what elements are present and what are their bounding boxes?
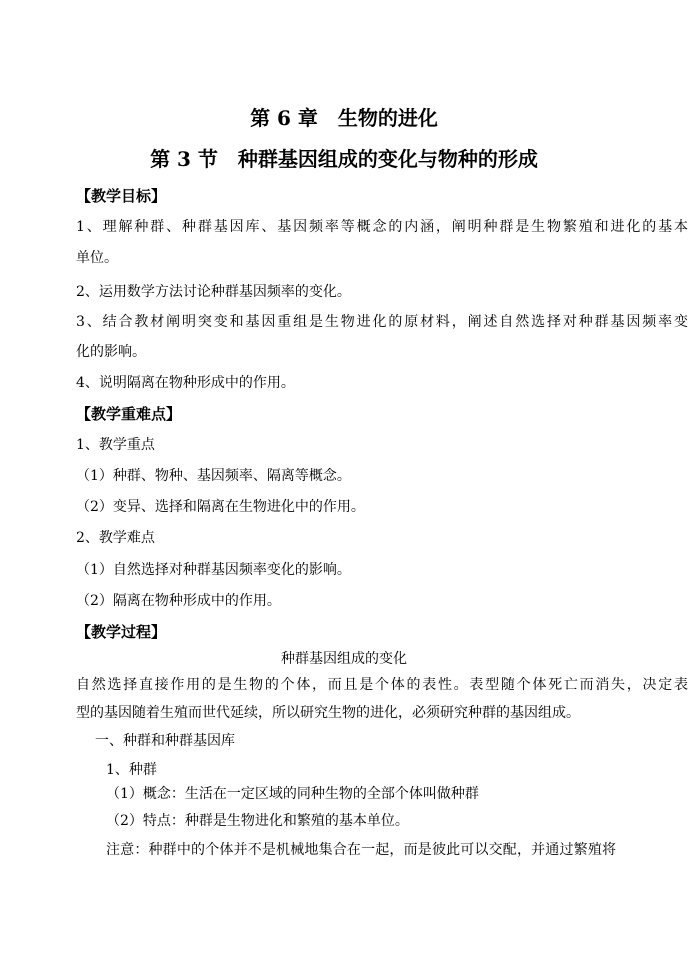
goal-item-1-line-2: 单位。 [76,250,118,266]
population-concept: （1）概念：生活在一定区域的同种生物的全部个体叫做种群 [106,786,479,802]
goal-item-3-line-2: 化的影响。 [76,344,146,360]
subsection-1-heading: 1、种群 [106,762,157,778]
difficult-point-2: （2）隔离在物种形成中的作用。 [76,593,281,609]
goal-item-2: 2、运用数学方法讨论种群基因频率的变化。 [76,284,351,300]
key-points-label: 1、教学重点 [76,437,155,453]
process-subtitle: 种群基因组成的变化 [281,651,407,667]
process-heading: 【教学过程】 [76,623,167,641]
goal-item-3-line-1: 3、结合教材阐明突变和基因重组是生物进化的原材料，阐述自然选择对种群基因频率变 [76,314,688,330]
key-point-2: （2）变异、选择和隔离在生物进化中的作用。 [76,499,365,515]
process-paragraph-line-1: 自然选择直接作用的是生物的个体，而且是个体的表性。表型随个体死亡而消失，决定表 [76,677,688,693]
chapter-title: 第 6 章 生物的进化 [250,106,438,130]
key-points-heading: 【教学重难点】 [76,405,182,423]
section-1-heading: 一、种群和种群基因库 [95,733,235,749]
population-note: 注意：种群中的个体并不是机械地集合在一起，而是彼此可以交配，并通过繁殖将 [106,842,616,858]
key-point-1: （1）种群、物种、基因频率、隔离等概念。 [76,468,351,484]
difficult-point-1: （1）自然选择对种群基因频率变化的影响。 [76,562,351,578]
population-feature: （2）特点：种群是生物进化和繁殖的基本单位。 [106,813,409,829]
section-title: 第 3 节 种群基因组成的变化与物种的形成 [150,147,538,171]
difficult-points-label: 2、教学难点 [76,530,155,546]
goal-item-4: 4、说明隔离在物种形成中的作用。 [76,375,295,391]
process-paragraph-line-2: 型的基因随着生殖而世代延续，所以研究生物的进化，必须研究种群的基因组成。 [76,705,580,721]
goals-heading: 【教学目标】 [76,187,167,205]
goal-item-1-line-1: 1、理解种群、种群基因库、基因频率等概念的内涵，阐明种群是生物繁殖和进化的基本 [76,219,688,235]
